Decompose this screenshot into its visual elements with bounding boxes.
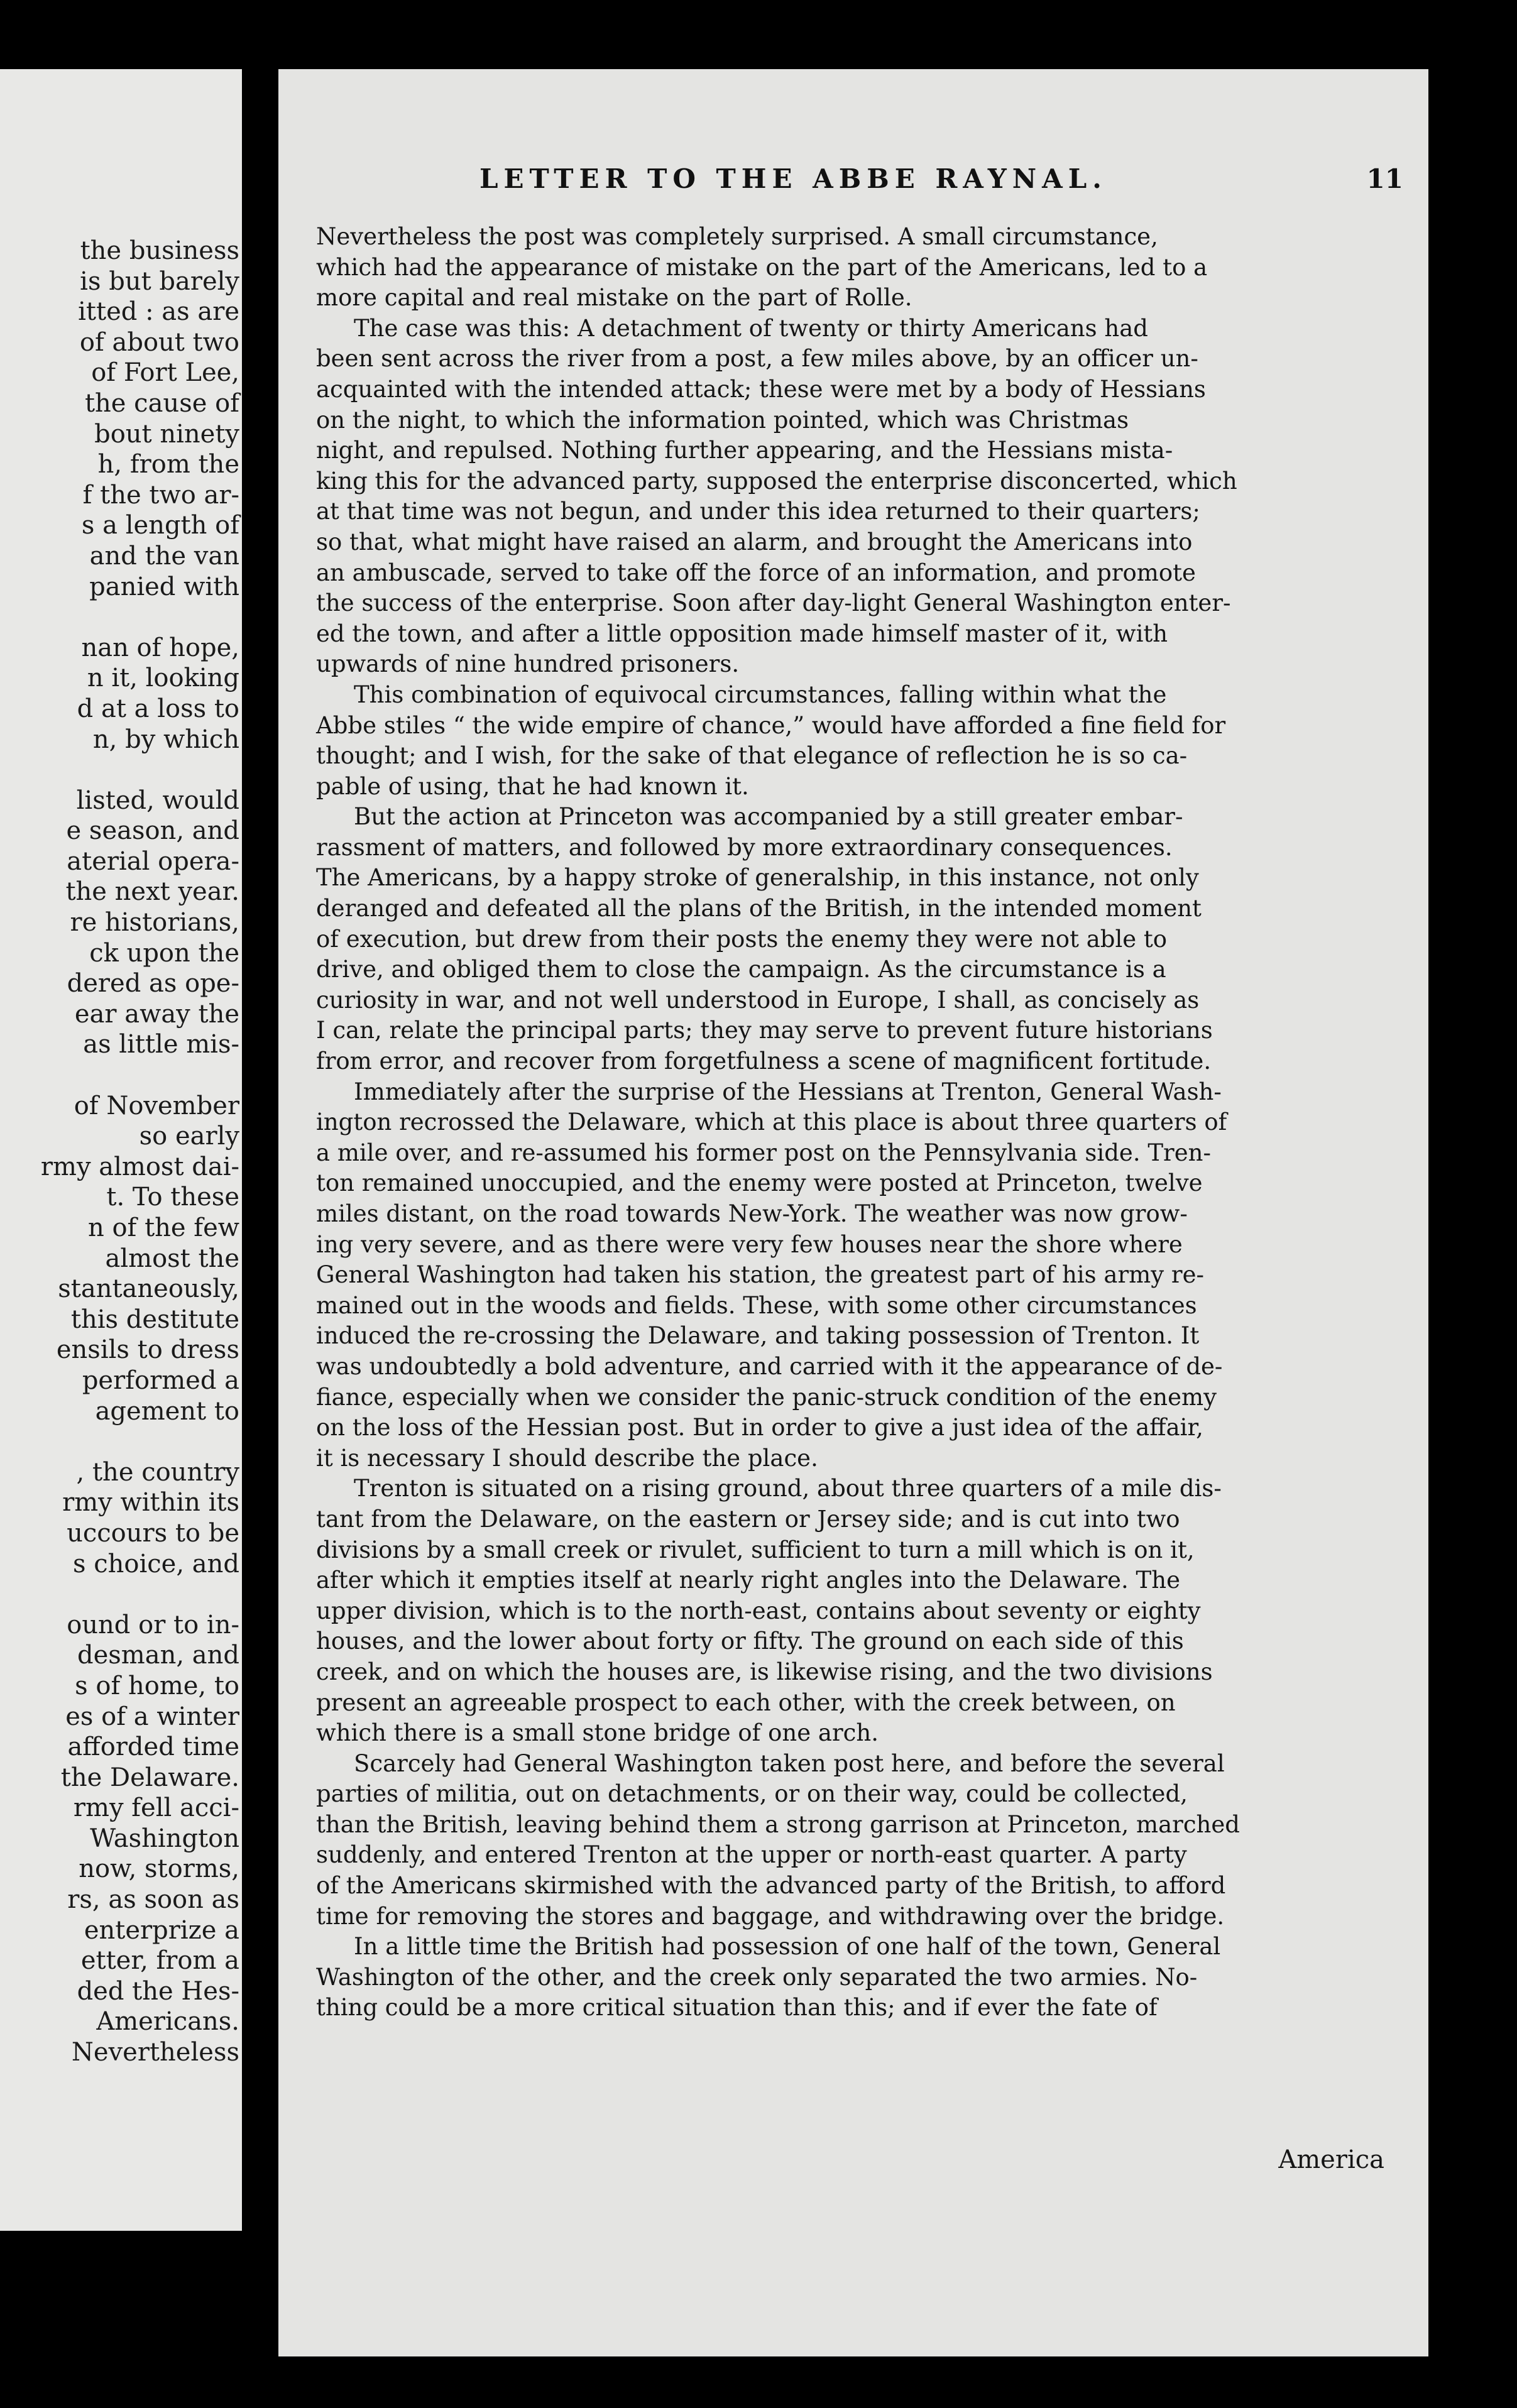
book-gutter — [242, 0, 278, 2408]
left-text-line: es of a winter — [65, 1702, 239, 1731]
text-line: mained out in the woods and fields. These, with some other circumstances — [316, 1291, 1197, 1319]
left-text-line: dered as ope- — [67, 969, 239, 999]
left-text-line: Nevertheless — [71, 2038, 239, 2067]
left-text-line: of November — [74, 1091, 239, 1120]
left-text-line: h, from the — [97, 450, 239, 479]
text-line: In a little time the British had possession of one half of the town, General — [354, 1933, 1221, 1961]
text-line: pable of using, that he had known it. — [316, 772, 749, 800]
text-line: at that time was not begun, and under this idea returned to their quarters; — [316, 498, 1200, 525]
text-line: divisions by a small creek or rivulet, sufficient to turn a mill which is on it, — [316, 1536, 1195, 1563]
text-line: king this for the advanced party, supposed the enterprise disconcerted, which — [316, 467, 1237, 495]
left-text-line: as little mis- — [83, 1030, 239, 1059]
text-line: ing very severe, and as there were very few houses near the shore where — [316, 1230, 1183, 1258]
left-text-line: so early — [139, 1122, 239, 1151]
left-text-line: enterprize a — [84, 1915, 239, 1945]
text-line: The case was this: A detachment of twenty or thirty Americans had — [354, 314, 1148, 342]
scan-border — [1428, 0, 1517, 2408]
text-line: This combination of equivocal circumstances, falling within what the — [354, 681, 1167, 708]
left-text-line — [13, 1426, 239, 1457]
left-text-line: and the van — [89, 541, 239, 571]
left-text-line: this destitute — [70, 1305, 239, 1334]
text-line: parties of militia, out on detachments, or on their way, could be collected, — [316, 1780, 1188, 1808]
left-text-line — [13, 1060, 239, 1091]
text-line: of the Americans skirmished with the advanced party of the British, to afford — [316, 1872, 1226, 1900]
left-text-line: aterial opera- — [67, 846, 239, 876]
left-text-line — [13, 602, 239, 633]
left-text-line: of about two — [79, 327, 239, 357]
left-text-line: itted : as are — [78, 297, 239, 327]
left-text-line: rs, as soon as — [67, 1885, 239, 1915]
text-line: than the British, leaving behind them a strong garrison at Princeton, marched — [316, 1810, 1240, 1838]
left-text-line: now, storms, — [79, 1854, 239, 1884]
text-line: on the night, to which the information pointed, which was Christmas — [316, 406, 1129, 434]
left-text-line: ound or to in- — [67, 1610, 239, 1639]
text-line: it is necessary I should describe the place. — [316, 1444, 818, 1472]
left-text-line: s choice, and — [73, 1549, 239, 1579]
right-page — [278, 69, 1428, 2356]
text-line: night, and repulsed. Nothing further appearing, and the Hessians mista- — [316, 437, 1173, 464]
left-text-line: s of home, to — [75, 1671, 239, 1700]
running-head: LETTER TO THE ABBE RAYNAL. — [479, 163, 1107, 194]
left-text-line: desman, and — [77, 1641, 239, 1670]
text-line: curiosity in war, and not well understood in Europe, I shall, as concisely as — [316, 986, 1200, 1014]
left-text-line: of Fort Lee, — [91, 358, 239, 388]
text-line: acquainted with the intended attack; these were met by a body of Hessians — [316, 375, 1206, 403]
left-text-line: f the two ar- — [82, 480, 239, 510]
left-text-line: agement to — [95, 1396, 239, 1426]
text-line: creek, and on which the houses are, is likewise rising, and the two divisions — [316, 1658, 1213, 1685]
text-line: after which it empties itself at nearly right angles into the Delaware. The — [316, 1567, 1180, 1594]
text-line: thing could be a more critical situation than this; and if ever the fate of — [316, 1994, 1158, 2022]
left-text-line: Americans. — [96, 2007, 239, 2037]
left-text-line: nan of hope, — [81, 633, 239, 662]
left-text-line: rmy within its — [62, 1488, 239, 1518]
text-line: on the loss of the Hessian post. But in order to give a just idea of the affair, — [316, 1414, 1203, 1442]
text-line: so that, what might have raised an alarm, and brought the Americans into — [316, 528, 1193, 555]
text-line: fiance, especially when we consider the panic-struck condition of the enemy — [316, 1383, 1217, 1411]
left-text-line: e season, and — [66, 816, 239, 846]
left-text-line: bout ninety — [94, 419, 239, 449]
text-line: present an agreeable prospect to each other, with the creek between, on — [316, 1688, 1176, 1716]
left-text-line: is but barely — [80, 266, 239, 296]
text-line: I can, relate the principal parts; they may serve to prevent future historians — [316, 1017, 1213, 1044]
text-line: Abbe stiles “ the wide empire of chance,” would have afforded a fine field for — [316, 711, 1226, 739]
text-line: General Washington had taken his station, the greatest part of his army re- — [316, 1261, 1204, 1289]
text-line: houses, and the lower about forty or fifty. The ground on each side of this — [316, 1628, 1184, 1655]
text-line: Immediately after the surprise of the Hessians at Trenton, General Wash- — [354, 1078, 1222, 1105]
text-line: ington recrossed the Delaware, which at this place is about three quarters of — [316, 1108, 1227, 1136]
left-text-line: panied with — [89, 572, 239, 601]
page-header — [479, 163, 1435, 201]
left-column-text — [13, 236, 239, 2068]
text-line: time for removing the stores and baggage, and withdrawing over the bridge. — [316, 1902, 1225, 1930]
left-text-line: t. To these — [106, 1183, 239, 1212]
left-text-line: the Delaware. — [60, 1763, 239, 1792]
text-line: was undoubtedly a bold adventure, and carried with it the appearance of de- — [316, 1352, 1223, 1380]
left-text-line: s a length of — [81, 511, 239, 540]
text-line: Trenton is situated on a rising ground, about three quarters of a mile dis- — [354, 1475, 1222, 1502]
left-text-line: rmy almost dai- — [40, 1152, 239, 1181]
text-line: suddenly, and entered Trenton at the upper or north-east quarter. A party — [316, 1841, 1187, 1869]
text-line: rassment of matters, and followed by more extraordinary consequences. — [316, 833, 1173, 861]
text-line: which there is a small stone bridge of one arch. — [316, 1719, 879, 1747]
text-line: miles distant, on the road towards New-York. The weather was now grow- — [316, 1200, 1188, 1227]
catchword: America — [1278, 2145, 1384, 2174]
left-text-line: the cause of — [84, 388, 239, 418]
text-line: an ambuscade, served to take off the force of an information, and promote — [316, 559, 1196, 586]
text-line: induced the re-crossing the Delaware, and taking possession of Trenton. It — [316, 1322, 1200, 1350]
text-line: the success of the enterprise. Soon after day-light General Washington enter- — [316, 589, 1231, 617]
left-text-line: d at a loss to — [77, 694, 239, 723]
text-line: been sent across the river from a post, a few miles above, by an officer un- — [316, 345, 1198, 373]
page-number: 11 — [1366, 163, 1403, 194]
left-text-line: uccours to be — [67, 1518, 239, 1548]
text-line: upper division, which is to the north-east, contains about seventy or eighty — [316, 1597, 1201, 1624]
text-line: ed the town, and after a little opposition made himself master of it, with — [316, 620, 1168, 647]
left-text-line: , the country — [76, 1457, 239, 1487]
text-line: But the action at Princeton was accompanied by a still greater embar- — [354, 803, 1183, 831]
text-line: which had the appearance of mistake on the part of the Americans, led to a — [316, 253, 1208, 281]
left-page — [0, 69, 242, 2231]
left-text-line: almost the — [105, 1244, 239, 1273]
text-line: drive, and obliged them to close the campaign. As the circumstance is a — [316, 956, 1166, 983]
text-line: of execution, but drew from their posts the enemy they were not able to — [316, 925, 1168, 953]
body-text — [316, 222, 1397, 2023]
text-line: tant from the Delaware, on the eastern or Jersey side; and is cut into two — [316, 1505, 1180, 1533]
left-text-line: n it, looking — [87, 664, 239, 693]
left-text-line: re historians, — [70, 908, 239, 938]
left-text-line: listed, would — [76, 785, 239, 815]
left-text-line: afforded time — [67, 1732, 239, 1762]
left-text-line: the business — [80, 236, 239, 265]
text-line: upwards of nine hundred prisoners. — [316, 650, 740, 678]
text-line: deranged and defeated all the plans of the British, in the intended moment — [316, 895, 1202, 922]
text-line: Washington of the other, and the creek only separated the two armies. No- — [316, 1963, 1198, 1991]
left-text-line: ck upon the — [89, 938, 239, 968]
text-line: Scarcely had General Washington taken post here, and before the several — [354, 1749, 1225, 1777]
left-text-line: n of the few — [87, 1213, 239, 1242]
left-text-line: ded the Hes- — [77, 1976, 239, 2006]
text-line: more capital and real mistake on the part of Rolle. — [316, 284, 912, 312]
left-text-line: ensils to dress — [56, 1335, 239, 1365]
left-text-line: performed a — [82, 1365, 239, 1395]
text-line: thought; and I wish, for the sake of that elegance of reflection he is so ca- — [316, 742, 1188, 770]
left-text-line: rmy fell acci- — [73, 1793, 239, 1823]
left-text-line: etter, from a — [80, 1946, 239, 1976]
left-text-line: the next year. — [65, 877, 239, 907]
text-line: ton remained unoccupied, and the enemy were posted at Princeton, twelve — [316, 1169, 1203, 1197]
left-text-line: Washington — [90, 1824, 239, 1853]
left-text-line: n, by which — [92, 725, 239, 754]
text-line: The Americans, by a happy stroke of generalship, in this instance, not only — [316, 864, 1199, 892]
text-line: Nevertheless the post was completely surprised. A small circumstance, — [316, 223, 1158, 250]
text-line: from error, and recover from forgetfulness a scene of magnificent fortitude. — [316, 1048, 1212, 1075]
left-text-line — [13, 755, 239, 785]
left-text-line: ear away the — [74, 999, 239, 1029]
left-text-line — [13, 1579, 239, 1610]
text-line: a mile over, and re-assumed his former post on the Pennsylvania side. Tren- — [316, 1139, 1211, 1166]
left-text-line: stantaneously, — [58, 1274, 239, 1304]
